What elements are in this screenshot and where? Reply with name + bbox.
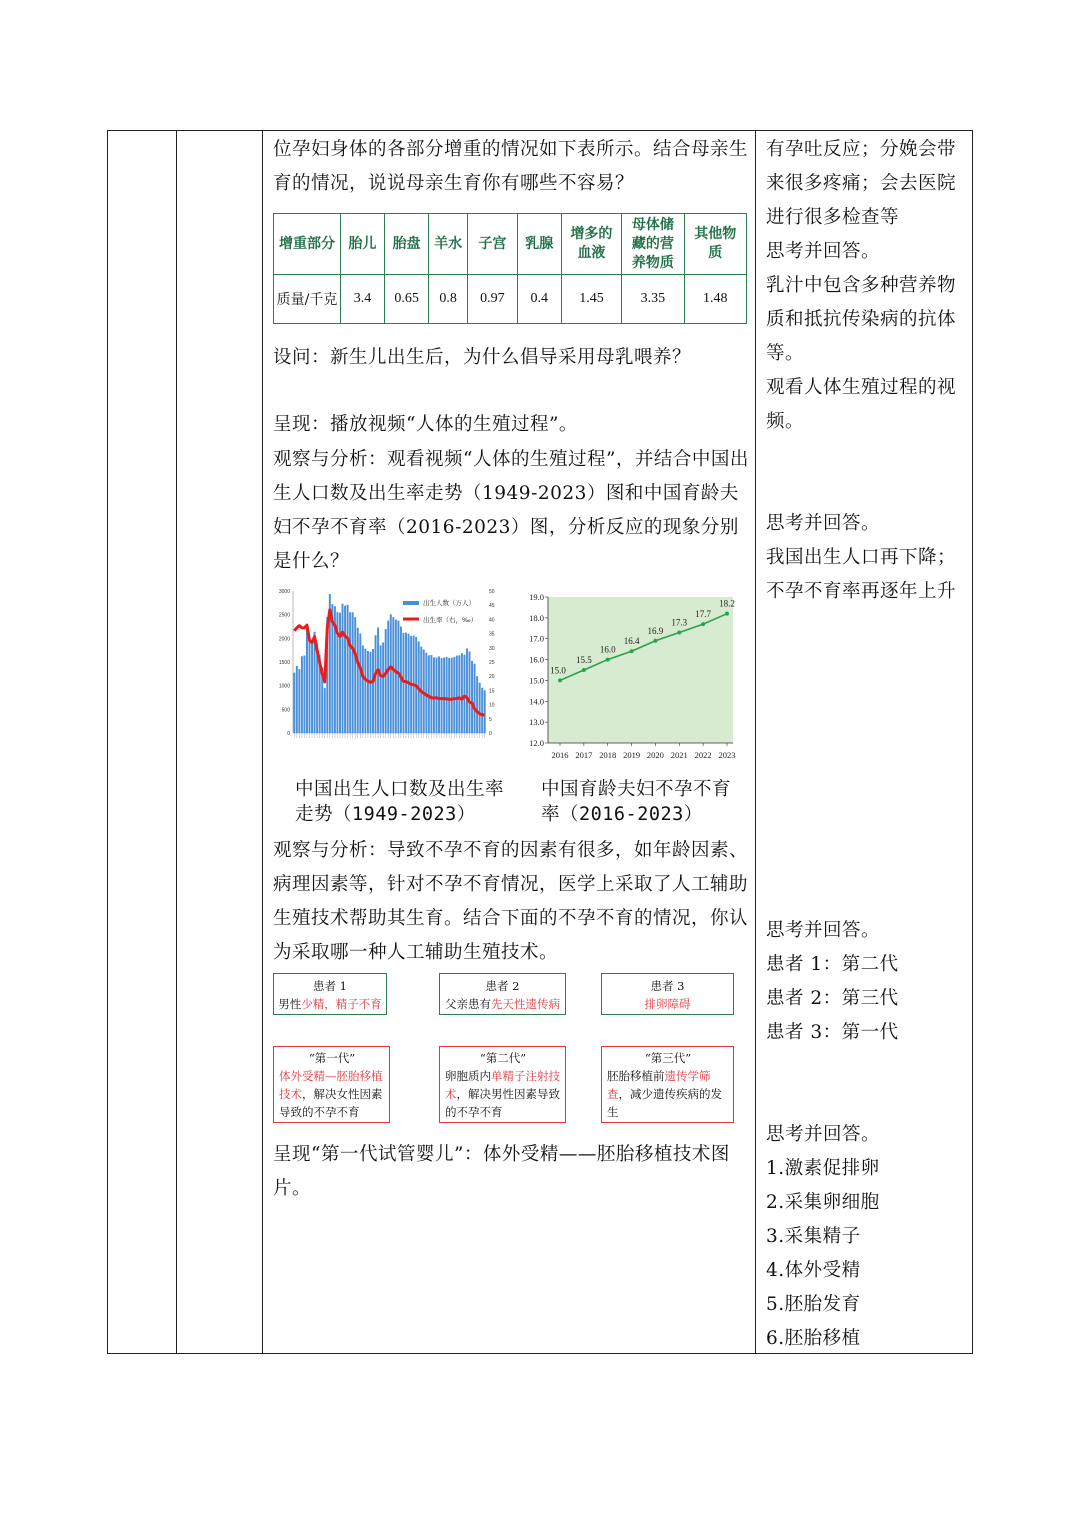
answers-block-4 (766, 1118, 966, 1356)
birth-bar (392, 617, 394, 733)
answer-text: 我国出生人口再下降；不孕不育率再逐年上升 (766, 547, 957, 602)
y-right-tick-label: 30 (489, 645, 495, 652)
tech-title: “第三代” (644, 1051, 692, 1065)
tech-desc: ，解决女性因素导致的不孕不育 (279, 1087, 383, 1119)
birth-bar (479, 683, 481, 733)
birth-bar (357, 628, 359, 733)
table-row-label: 质量/千克 (274, 275, 341, 324)
y-right-tick-label: 20 (489, 674, 495, 681)
table-value-cell: 1.48 (684, 275, 746, 324)
table-header-cell: 胎盘 (384, 214, 429, 275)
present-ivf-text: 呈现“第一代试管婴儿”：体外受精——胚胎移植技术图片。 (273, 1144, 730, 1199)
birth-bar (458, 655, 460, 733)
tech-desc: ，解决男性因素导致的不孕不育 (445, 1087, 560, 1119)
y-right-tick-label: 10 (489, 702, 495, 709)
rate-point (725, 612, 729, 616)
birth-bar (385, 629, 387, 733)
birth-bar (296, 666, 298, 733)
x-tick-label: 2020 (646, 750, 664, 760)
birth-bar (344, 606, 346, 733)
birth-bar (382, 642, 384, 733)
y-left-tick-label: 2500 (278, 612, 290, 619)
y-right-tick-label: 5 (489, 716, 492, 723)
patient-desc-highlight: 排卵障碍 (644, 997, 691, 1011)
birth-bar (428, 655, 430, 733)
intro-text: 位孕妇身体的各部分增重的情况如下表所示。结合母亲生育的情况，说说母亲生育你有哪些不容易？ (273, 139, 749, 194)
y-right-tick-label: 45 (489, 603, 495, 610)
answer-text: 观看人体生殖过程的视频。 (766, 377, 957, 432)
y-tick-label: 14.0 (529, 696, 544, 707)
y-tick-label: 17.0 (529, 633, 544, 644)
weight-gain-table (273, 213, 747, 324)
birth-bar (395, 620, 397, 733)
tech-desc-pre: 卵胞质内 (445, 1069, 491, 1083)
rate-data-label: 16.0 (599, 644, 616, 655)
y-left-tick-label: 2000 (278, 636, 290, 643)
tech-title: “第二代” (479, 1051, 527, 1065)
x-tick-label: 2017 (575, 750, 593, 760)
birth-bar (387, 621, 389, 733)
birth-bar (301, 656, 303, 733)
student-activity-column (766, 131, 971, 1353)
birth-bar (469, 651, 471, 733)
analysis-text-1: 观察与分析：观看视频“人体的生殖过程”，并结合中国出生人口数及出生率走势（1949-2023）图和中国育龄夫妇不孕不育率（2016-2023）图，分析反应的现象分别是什么？ (273, 449, 749, 572)
y-right-tick-label: 40 (489, 617, 495, 624)
tech-desc-pre: 胚胎移植前 (607, 1069, 665, 1083)
birth-bar (430, 655, 432, 733)
birth-bar (446, 657, 448, 733)
birth-bar (471, 661, 473, 733)
table-header-label: 增重部分 (274, 214, 341, 275)
birth-bar (352, 612, 354, 733)
answer-text: 4.体外受精 (766, 1260, 861, 1281)
birth-bar (375, 635, 377, 733)
rate-data-label: 18.2 (719, 598, 735, 609)
birth-bar (306, 627, 308, 733)
birth-bar (364, 649, 366, 733)
answer-text: 1.激素促排卵 (766, 1158, 880, 1179)
rate-point (701, 622, 705, 626)
rate-point (677, 630, 681, 634)
tech-desc: ，减少遗传疾病的发生 (607, 1087, 722, 1119)
y-tick-label: 18.0 (529, 612, 544, 623)
y-tick-label: 16.0 (529, 654, 544, 665)
birth-bar (461, 653, 463, 733)
birth-bar (433, 657, 435, 733)
x-tick-label: 2021 (670, 750, 688, 760)
rate-point (582, 668, 586, 672)
answers-block-2 (766, 507, 966, 609)
answer-text: 6.胚胎移植 (766, 1328, 861, 1349)
table-header-cell: 增多的血液 (561, 214, 622, 275)
table-value-cell: 3.4 (341, 275, 385, 324)
x-tick-label: 2023 (718, 750, 736, 760)
answer-text: 乳汁中包含多种营养物质和抵抗传染病的抗体等。 (766, 275, 957, 364)
y-tick-label: 12.0 (529, 738, 544, 748)
legend-label: 出生率（右，‰） (423, 616, 478, 624)
rate-data-label: 17.7 (695, 609, 712, 620)
column-divider-2 (262, 131, 263, 1353)
infertility-rate-chart (518, 587, 738, 767)
table-header-cell: 其他物质 (684, 214, 746, 275)
birth-bar (443, 658, 445, 733)
patient-title: 患者 2 (485, 979, 520, 993)
birth-bar (354, 617, 356, 733)
table-header-cell: 子宫 (467, 214, 517, 275)
y-left-tick-label: 1500 (278, 660, 290, 666)
answer-text: 2.采集卵细胞 (766, 1192, 880, 1213)
table-value-cell: 0.65 (384, 275, 429, 324)
y-tick-label: 15.0 (529, 675, 544, 686)
table-value-cell: 3.35 (622, 275, 684, 324)
birth-bar (303, 656, 305, 733)
x-tick-label: 2019 (623, 750, 641, 760)
answer-text: 3.采集精子 (766, 1226, 861, 1247)
birth-bar (367, 651, 369, 733)
patient-desc: 父亲患有 (445, 997, 491, 1011)
birth-bar (390, 614, 392, 733)
tech-highlight: 体外受精—胚胎移植技术 (279, 1069, 383, 1101)
table-value-cell: 0.97 (467, 275, 517, 324)
birth-bar (451, 658, 453, 733)
answer-text: 思考并回答。 (766, 1124, 881, 1145)
birth-bar (466, 648, 468, 733)
birth-bar (402, 633, 404, 733)
rate-point (630, 649, 634, 653)
birth-bar (362, 645, 364, 733)
teacher-activity-column (273, 131, 759, 1353)
legend-label: 出生人数（万人） (423, 599, 475, 607)
lesson-table (107, 130, 973, 1354)
chart2-caption: 中国育龄夫妇不孕不育率（2016-2023） (541, 779, 732, 825)
table-value-cell: 1.45 (561, 275, 622, 324)
rate-data-label: 16.9 (647, 625, 664, 636)
answer-text: 有孕吐反应；分娩会带来很多疼痛；会去医院进行很多检查等 (766, 139, 957, 228)
patient-card-1 (273, 973, 387, 1015)
rate-data-label: 15.0 (550, 665, 566, 676)
birth-bar (349, 612, 351, 733)
tech-card-gen3 (601, 1046, 734, 1123)
y-right-tick-label: 50 (489, 589, 495, 595)
tech-highlight: 单精子注射技术 (445, 1069, 560, 1101)
y-left-tick-label: 3000 (278, 589, 290, 595)
birth-bar (481, 688, 483, 733)
answer-text: 思考并回答。 (766, 920, 881, 941)
table-value-cell: 0.4 (517, 275, 561, 324)
birth-bar (438, 656, 440, 733)
table-header-cell: 母体储藏的营养物质 (622, 214, 684, 275)
birth-bar (463, 655, 465, 733)
birth-bar (377, 627, 379, 733)
tech-title: “第一代” (308, 1051, 356, 1065)
y-left-tick-label: 500 (281, 707, 290, 714)
x-tick-label: 2018 (599, 750, 617, 760)
y-tick-label: 13.0 (529, 717, 544, 728)
birth-bar (359, 634, 361, 733)
patient-title: 患者 3 (650, 979, 685, 993)
birth-bar (347, 605, 349, 733)
answer-text: 患者 1：第二代 (766, 954, 899, 975)
rate-data-label: 16.4 (623, 636, 640, 647)
present-video-text: 呈现：播放视频“人体的生殖过程”。 (273, 414, 578, 435)
birth-bar (456, 656, 458, 733)
tech-highlight: 遗传学筛查 (607, 1069, 711, 1101)
patient-desc-highlight: 少精，精子不育 (301, 997, 382, 1011)
legend-bar-swatch (403, 601, 419, 605)
rate-point (558, 678, 562, 682)
birth-bar (324, 688, 326, 733)
answer-text: 思考并回答。 (766, 241, 881, 262)
answer-text: 患者 2：第三代 (766, 988, 899, 1009)
birth-bar (369, 652, 371, 733)
y-tick-label: 19.0 (529, 592, 544, 602)
column-divider-1 (176, 131, 177, 1353)
question-breastfeeding: 设问：新生儿出生后，为什么倡导采用母乳喂养？ (273, 347, 692, 368)
y-left-tick-label: 0 (287, 731, 290, 737)
birth-bar (441, 658, 443, 733)
table-header-cell: 胎儿 (341, 214, 385, 275)
birth-bar (484, 690, 486, 733)
birth-bar (339, 613, 341, 733)
patient-card-3 (601, 973, 734, 1015)
birth-bar (309, 639, 311, 733)
tech-card-gen1 (273, 1046, 390, 1123)
birth-bar (293, 673, 295, 733)
birth-bar (380, 645, 382, 733)
birth-bar (436, 658, 438, 733)
x-tick-label: 2016 (551, 750, 569, 760)
birth-bar (298, 669, 300, 733)
answer-text: 5.胚胎发育 (766, 1294, 861, 1315)
answer-text: 思考并回答。 (766, 513, 881, 534)
answer-text: 患者 3：第一代 (766, 1022, 899, 1043)
y-right-tick-label: 25 (489, 660, 495, 666)
birth-bar (311, 640, 313, 733)
birth-bar (476, 676, 478, 733)
birth-bar (474, 664, 476, 733)
chart1-caption: 中国出生人口数及出生率走势（1949-2023） (295, 779, 505, 825)
patient-card-2 (439, 973, 566, 1015)
birth-bar (372, 649, 374, 733)
analysis-text-2: 观察与分析：导致不孕不育的因素有很多，如年龄因素、病理因素等，针对不孕不育情况，医学上采取了人工辅助生殖技术帮助其生育。结合下面的不孕不育的情况，你认为采取哪一种人工辅助生殖技术。 (273, 840, 749, 963)
answers-block-1 (766, 133, 966, 439)
table-header-cell: 羊水 (429, 214, 467, 275)
rate-data-label: 17.3 (671, 617, 688, 628)
table-header-cell: 乳腺 (517, 214, 561, 275)
y-left-tick-label: 1000 (278, 683, 290, 690)
patient-desc: 男性 (278, 997, 302, 1011)
patient-title: 患者 1 (313, 979, 347, 993)
rate-point (606, 658, 610, 662)
patient-desc-highlight: 先天性遗传病 (491, 997, 560, 1011)
birth-bar (453, 657, 455, 733)
y-right-tick-label: 15 (489, 688, 495, 695)
tech-card-gen2 (439, 1046, 566, 1123)
rate-data-label: 15.5 (575, 655, 592, 665)
x-tick-label: 2022 (694, 750, 712, 760)
y-right-tick-label: 0 (489, 731, 492, 737)
birth-bar (448, 658, 450, 733)
y-right-tick-label: 35 (489, 631, 495, 638)
rate-point (653, 639, 657, 643)
table-value-cell: 0.8 (429, 275, 467, 324)
birth-bar (342, 604, 344, 733)
answers-block-3 (766, 914, 966, 1050)
birth-population-chart (273, 583, 508, 763)
